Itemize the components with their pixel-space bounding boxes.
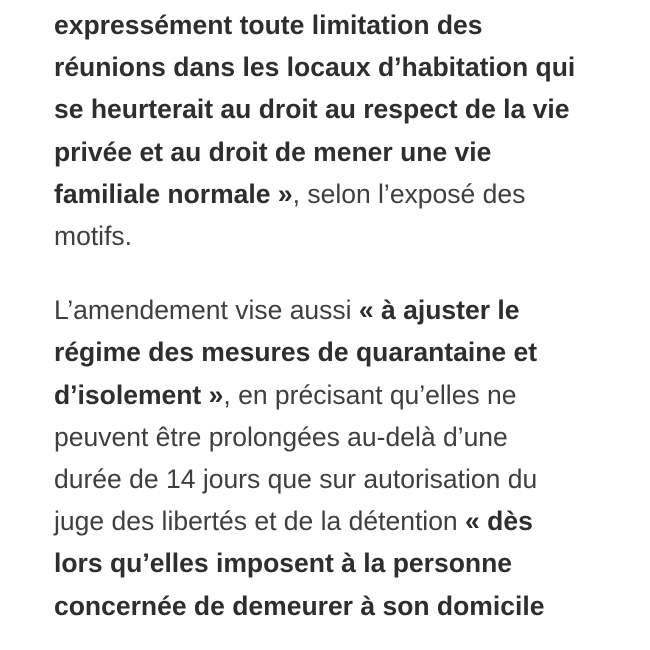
text-line: privée et au droit de mener une vie — [54, 136, 492, 167]
text-line: motifs. — [54, 221, 133, 252]
text-line — [54, 500, 614, 542]
paragraph-1 — [54, 4, 614, 257]
text-span: , selon l’exposé des — [292, 178, 526, 209]
text-line — [54, 374, 614, 416]
text-line: régime des mesures de quarantaine et — [54, 337, 538, 368]
text-line: expressément toute limitation des — [54, 10, 483, 40]
bold-quote: d’isolement » — [54, 379, 224, 410]
text-line: réunions dans les locaux d’habitation qui — [54, 52, 576, 83]
bold-quote: « dès — [465, 506, 533, 537]
bold-quote: « à ajuster le — [358, 295, 520, 326]
article-body — [54, 4, 614, 627]
text-line: se heurterait au droit au respect de la vie — [54, 94, 570, 125]
text-line: durée de 14 jours que sur autorisation du — [54, 464, 538, 495]
paragraph-2 — [54, 289, 614, 627]
text-line — [54, 289, 614, 331]
text-line — [54, 173, 614, 215]
text-span: L’amendement vise aussi — [54, 295, 359, 326]
text-span: , en précisant qu’elles ne — [223, 379, 517, 410]
text-line: lors qu’elles imposent à la personne — [54, 548, 512, 579]
text-span: juge des libertés et de la détention — [54, 506, 466, 537]
text-line: peuvent être prolongées au-delà d’une — [54, 421, 508, 452]
bold-quote: familiale normale » — [54, 178, 293, 209]
text-line: concernée de demeurer à son domicile — [54, 590, 545, 621]
